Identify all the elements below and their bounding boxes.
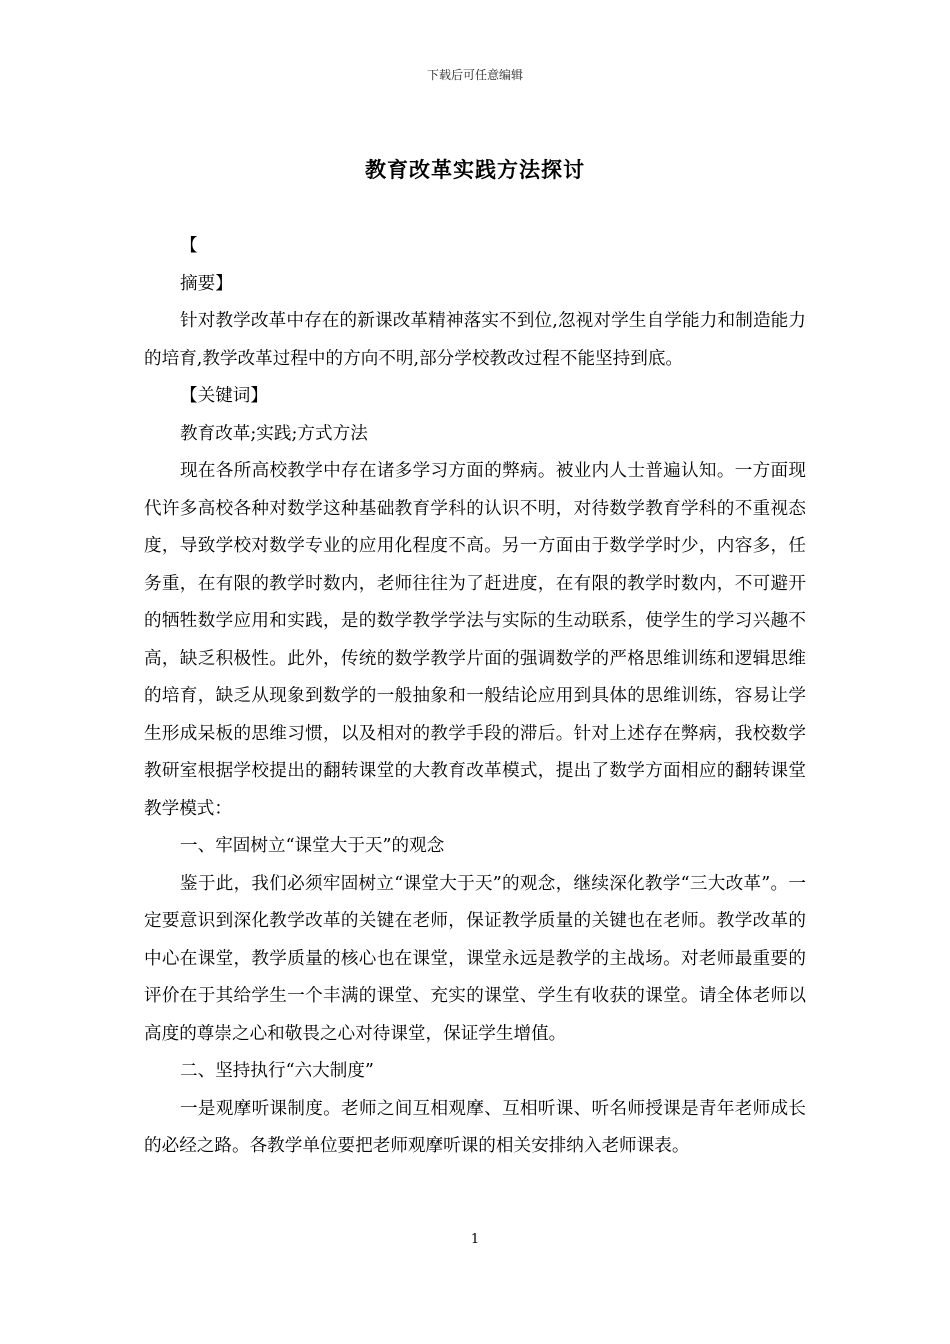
document-body xyxy=(144,228,806,1166)
section-1-paragraph: 鉴于此，我们必须牢固树立“课堂大于天”的观念，继续深化教学“三大改革”。一定要意识到深化教学改革的关键在老师，保证教学质量的关键也在老师。教学改革的中心在课堂，教学质量的核心也在课堂，课堂永远是教学的主战场。对老师最重要的评价在于其给学生一个丰满的课堂、充实的课堂、学生有收获的课堂。请全体老师以高度的尊崇之心和敬畏之心对待课堂，保证学生增值。 xyxy=(144,873,806,1044)
section-1-heading: 一、牢固树立“课堂大于天”的观念 xyxy=(180,836,445,856)
section-2-paragraph: 一是观摩听课制度。老师之间互相观摩、互相听课、听名师授课是青年老师成长的必经之路。各教学单位要把老师观摩听课的相关安排纳入老师课表。 xyxy=(144,1098,806,1156)
intro-paragraph: 现在各所高校教学中存在诸多学习方面的弊病。被业内人士普遍认知。一方面现代许多高校各种对数学这种基础教育学科的认识不明，对待数学教育学科的不重视态度，导致学校对数学专业的应用化程度不高。另一方面由于数学学时少，内容多，任务重，在有限的教学时数内，老师往往为了赶进度，在有限的教学时数内，不可避开的牺牲数学应用和实践，是的数学教学学法与实际的生动联系，使学生的学习兴趣不高，缺乏积极性。此外，传统的数学教学片面的强调数学的严格思维训练和逻辑思维的培育，缺乏从现象到数学的一般抽象和一般结论应用到具体的思维训练，容易让学生形成呆板的思维习惯，以及相对的教学手段的滞后。针对上述存在弊病，我校数学教研室根据学校提出的翻转课堂的大教育改革模式，提出了数学方面相应的翻转课堂教学模式： xyxy=(144,461,806,819)
abstract-heading: 摘要】 xyxy=(180,273,233,294)
page-number: 1 xyxy=(470,1232,480,1247)
document-title: 教育改革实践方法探讨 xyxy=(365,157,585,182)
abstract-text: 针对教学改革中存在的新课改革精神落实不到位,忽视对学生自学能力和制造能力的培育,教学改革过程中的方向不明,部分学校教改过程不能坚持到底。 xyxy=(144,311,806,369)
keywords-text: 教育改革;实践;方式方法 xyxy=(180,423,368,444)
page-header-note: 下载后可任意编辑 xyxy=(426,68,523,82)
section-2-heading: 二、坚持执行“六大制度” xyxy=(180,1061,374,1081)
abstract-bracket-open: 【 xyxy=(180,236,198,256)
keywords-heading: 【关键词】 xyxy=(180,386,268,406)
